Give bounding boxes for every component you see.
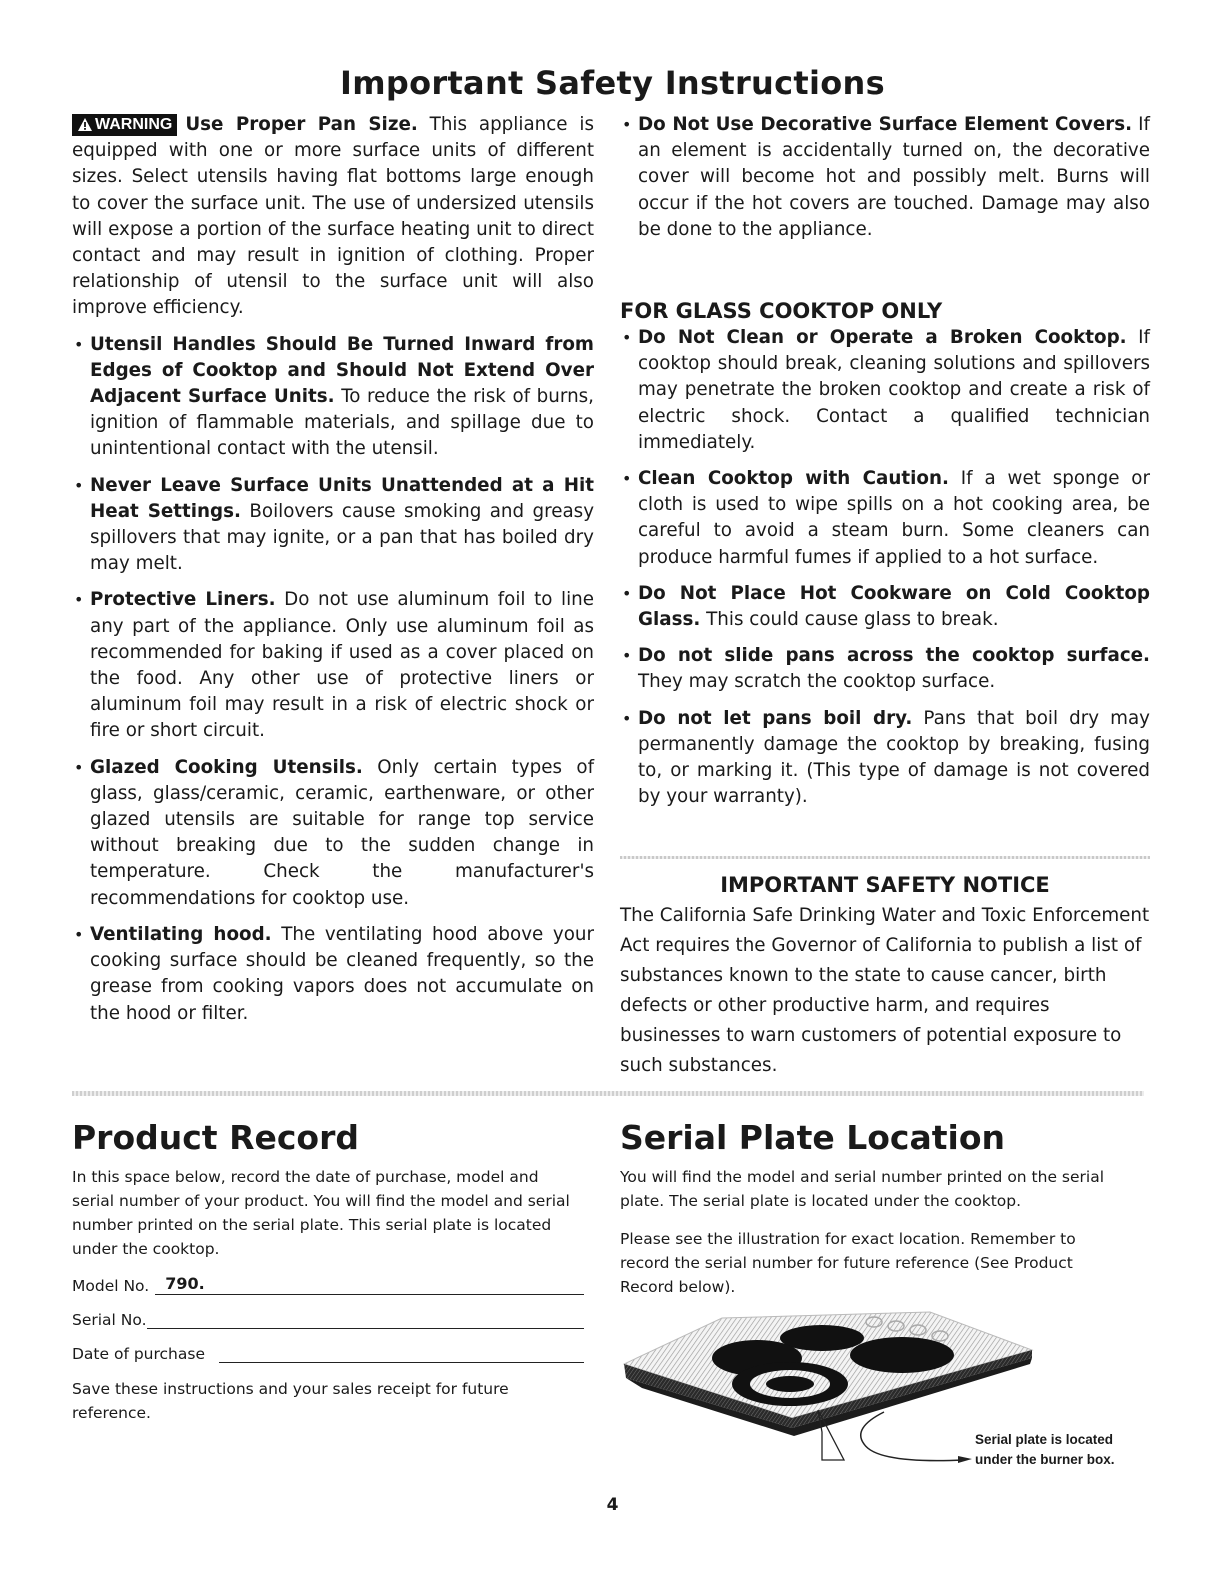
bullet-text: Only certain types of glass, glass/ceramic, ceramic, earthenware, or other glazed utensils are suitable for range top service without breaking due to the sudden change in temperature. Check the manufacturer's recommendations for cooktop use. [90, 756, 594, 909]
bullet-title: Never Leave Surface Units Unattended at a Hit Heat Settings. [90, 474, 594, 522]
callout-line-2: under the burner box. [975, 1452, 1115, 1467]
bullet-text: If a wet sponge or cloth is used to wipe spills on a hot cooking area, be careful to avoid a steam burn. Some cleaners can produce harmful fumes if applied to a hot surface. [638, 468, 1151, 568]
list-item [72, 332, 594, 463]
bullet-title: Utensil Handles Should Be Turned Inward from Edges of Cooktop and Should Not Extend Over Adjacent Surface Units. [90, 333, 594, 408]
pan-size-paragraph [72, 112, 594, 322]
notice-divider [620, 856, 1150, 859]
bullet-title: Clean Cooktop with Caution. [638, 468, 949, 490]
warning-triangle-icon [77, 117, 93, 132]
callout-line-1: Serial plate is located [975, 1432, 1114, 1447]
serial-plate-text-2: Please see the illustration for exact location. Remember to record the serial number for future reference (See Product Record below). [620, 1230, 1076, 1296]
list-item [72, 755, 594, 912]
list-item [620, 643, 1150, 695]
product-record-heading: Product Record [72, 1118, 359, 1157]
bullet-title: Do not let pans boil dry. [638, 707, 913, 729]
glass-bullet-list [620, 325, 1150, 810]
bullet-text: They may scratch the cooktop surface. [638, 671, 996, 693]
serial-number-label: Serial No. [72, 1311, 147, 1329]
bullet-text: Pans that boil dry may permanently damage the cooktop by breaking, fusing to, or marking it. (This type of damage is not covered by your warranty). [638, 707, 1150, 808]
page-title: Important Safety Instructions [340, 64, 885, 102]
model-number-field[interactable] [72, 1274, 584, 1295]
bullet-title: Ventilating hood. [90, 923, 272, 945]
bullet-text: To reduce the risk of burns, ignition of flammable materials, and spillage due to unintentional contact with the utensil. [90, 386, 594, 460]
bullet-title: Glazed Cooking Utensils. [90, 756, 363, 778]
pan-size-text: This appliance is equipped with one or more surface units of different sizes. Select utensils having flat bottoms large enough to cover the surface unit. The use of undersized utensils will expose a portion of the surface heating unit to direct contact and may result in ignition of clothing. Proper relationship of utensil to the surface unit will also improve efficiency. [72, 114, 594, 319]
serial-plate-text-1: You will find the model and serial number printed on the serial plate. The serial plate is located under the cooktop. [620, 1168, 1105, 1210]
bullet-text: The ventilating hood above your cooking surface should be cleaned frequently, so the grease from cooking vapors does not accumulate on the hood or filter. [90, 923, 594, 1024]
right-column [620, 112, 1150, 1081]
product-record-section [72, 1118, 584, 1425]
section-divider [72, 1091, 1144, 1096]
left-bullet-list [72, 332, 594, 1027]
serial-plate-section [620, 1118, 1130, 1299]
list-item [620, 325, 1150, 456]
model-number-label: Model No. [72, 1277, 150, 1295]
serial-plate-heading: Serial Plate Location [620, 1118, 1005, 1157]
glass-cooktop-heading: FOR GLASS COOKTOP ONLY [620, 299, 943, 324]
bullet-text: If cooktop should break, cleaning solutions and spillovers may penetrate the broken cooktop and create a risk of electric shock. Contact a qualified technician immediately. [638, 327, 1150, 453]
date-of-purchase-field[interactable] [72, 1342, 584, 1363]
list-item [620, 112, 1150, 243]
warning-label: WARNING [95, 116, 173, 133]
date-of-purchase-label: Date of purchase [72, 1345, 205, 1363]
left-column [72, 112, 594, 1027]
save-instructions-text: Save these instructions and your sales receipt for future reference. [72, 1380, 509, 1422]
right-first-bullet-list [620, 112, 1150, 243]
product-record-text: In this space below, record the date of purchase, model and serial number of your product. You will find the model and serial number printed on the serial plate. This serial plate is located under the cooktop. [72, 1168, 570, 1258]
model-number-line[interactable] [155, 1274, 584, 1295]
list-item [620, 466, 1150, 571]
list-item [620, 581, 1150, 633]
date-of-purchase-line[interactable] [219, 1342, 584, 1363]
bullet-title: Do Not Place Hot Cookware on Cold Cooktop Glass. [638, 582, 1150, 631]
safety-notice-title: IMPORTANT SAFETY NOTICE [720, 873, 1050, 898]
bullet-text: Do not use aluminum foil to line any part of the appliance. Only use aluminum foil as recommended for baking if used as a cover placed on the food. Any other use of protective liners or aluminum foil may result in a risk of electric shock or fire or short circuit. [90, 589, 594, 742]
list-item [72, 922, 594, 1027]
bullet-text: If an element is accidentally turned on, the decorative cover will become hot and possibly melt. Burns will occur if the hot covers are touched. Damage may also be done to the appliance. [638, 114, 1150, 240]
warning-badge [72, 114, 177, 136]
model-number-value: 790. [165, 1274, 205, 1293]
bullet-title: Do Not Clean or Operate a Broken Cooktop. [638, 327, 1127, 349]
serial-number-field[interactable] [72, 1308, 584, 1329]
serial-plate-callout [975, 1430, 1115, 1470]
pan-size-title: Use Proper Pan Size. [185, 114, 418, 135]
bullet-title: Do not slide pans across the cooktop surface. [638, 645, 1150, 667]
list-item [620, 706, 1150, 811]
page-number: 4 [606, 1495, 619, 1515]
list-item [72, 587, 594, 744]
serial-number-line[interactable] [147, 1308, 584, 1329]
bullet-title: Protective Liners. [90, 589, 276, 611]
bullet-title: Do Not Use Decorative Surface Element Covers. [638, 114, 1133, 135]
list-item [72, 473, 594, 578]
bullet-text: Boilovers cause smoking and greasy spillovers that may ignite, or a pan that has boiled dry may melt. [90, 500, 595, 575]
bullet-text: This could cause glass to break. [700, 609, 999, 631]
safety-notice-text: The California Safe Drinking Water and Toxic Enforcement Act requires the Governor of California to publish a list of substances known to the state to cause cancer, birth defects or other productive harm, and requires businesses to warn customers of potential exposure to such substances. [620, 905, 1150, 1077]
